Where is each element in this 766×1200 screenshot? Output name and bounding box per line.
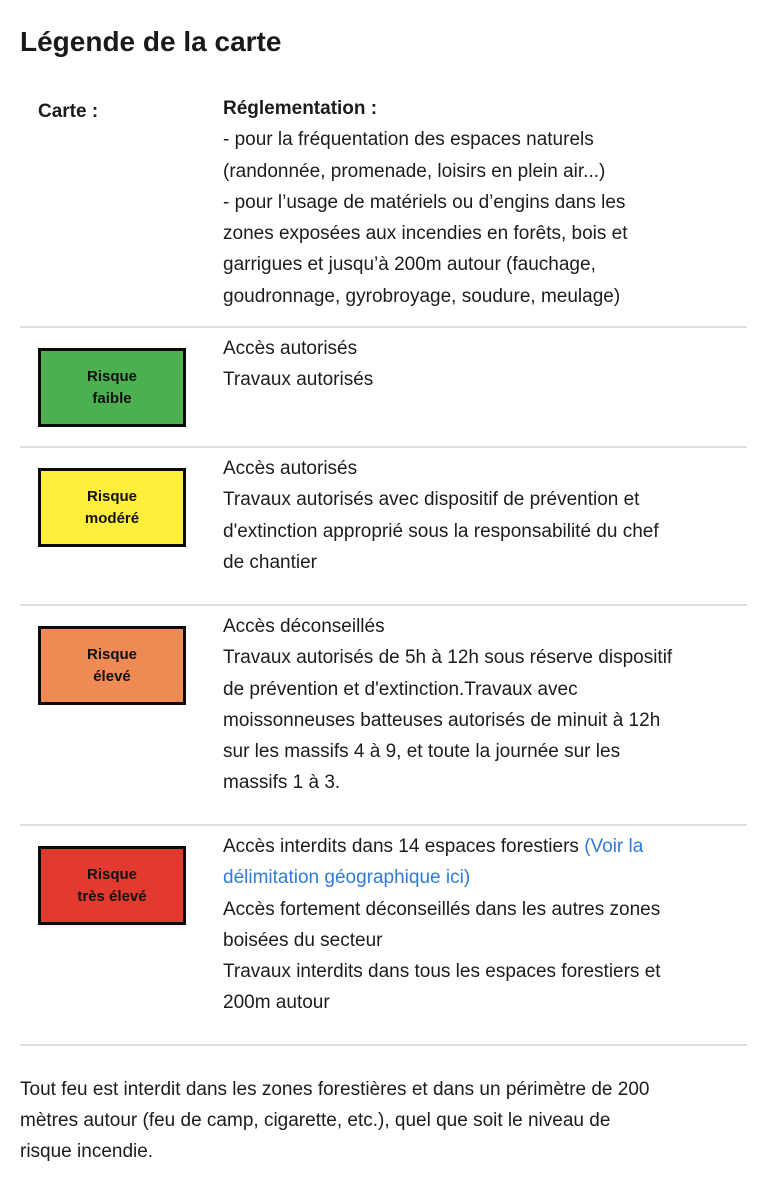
- description-line: Travaux autorisés de 5h à 12h sous réserve dispositif: [223, 647, 673, 669]
- legend-row-risque-modere: [20, 448, 747, 606]
- description-line: moissonneuses batteuses autorisés de minuit à 12h: [223, 709, 661, 731]
- description-line: [223, 862, 747, 893]
- legend-row-risque-eleve: [20, 606, 747, 826]
- badge-label: Risque: [86, 645, 137, 663]
- risk-description-modere: [223, 453, 747, 578]
- risk-badge-eleve: [38, 626, 186, 705]
- risk-badge-modere: [38, 468, 186, 547]
- description-line: Accès déconseillés: [223, 616, 385, 637]
- legend-row-risque-tres-eleve: [20, 826, 747, 1046]
- notice-line: risque incendie.: [20, 1141, 154, 1162]
- description-line: d'extinction approprié sous la responsabilité du chef: [223, 520, 659, 542]
- badge-label: faible: [92, 389, 132, 407]
- geographic-delimitation-link-continued[interactable]: délimitation géographique ici): [223, 867, 471, 889]
- reglementation-line: - pour l’usage de matériels ou d’engins dans les: [223, 191, 626, 213]
- reglementation-line: - pour la fréquentation des espaces naturels: [223, 129, 594, 151]
- column-header-carte: Carte :: [38, 101, 99, 122]
- risk-badge-faible: [38, 348, 186, 427]
- description-line: boisées du secteur: [223, 929, 383, 951]
- badge-label: Risque: [86, 367, 137, 385]
- reglementation-line: (randonnée, promenade, loisirs en plein air...): [223, 160, 606, 182]
- fire-ban-notice: [20, 1074, 740, 1167]
- legend-row-risque-faible: [20, 328, 747, 448]
- badge-label: Risque: [86, 487, 137, 505]
- reglementation-line: goudronnage, gyrobroyage, soudure, meulage): [223, 285, 621, 307]
- reglementation-heading: Réglementation :: [223, 98, 378, 119]
- description-line: [223, 831, 747, 862]
- badge-label: Risque: [86, 865, 137, 883]
- geographic-delimitation-link[interactable]: (Voir la: [584, 836, 644, 857]
- notice-line: mètres autour (feu de camp, cigarette, etc.), quel que soit le niveau de: [20, 1110, 611, 1131]
- description-line: de chantier: [223, 551, 318, 573]
- badge-label: modéré: [84, 509, 140, 527]
- description-line: massifs 1 à 3.: [223, 772, 341, 794]
- badge-label: élevé: [93, 667, 131, 685]
- risk-description-faible: [223, 333, 747, 396]
- description-line: Accès autorisés: [223, 338, 358, 359]
- description-line: Travaux autorisés avec dispositif de prévention et: [223, 489, 640, 511]
- description-line: Accès autorisés: [223, 458, 358, 479]
- description-line: Accès fortement déconseillés dans les autres zones: [223, 898, 661, 920]
- risk-description-eleve: [223, 611, 747, 799]
- notice-line: Tout feu est interdit dans les zones forestières et dans un périmètre de 200: [20, 1079, 650, 1100]
- description-line: Travaux interdits dans tous les espaces forestiers et: [223, 961, 661, 983]
- reglementation-line: garrigues et jusqu’à 200m autour (fauchage,: [223, 254, 596, 276]
- description-line: 200m autour: [223, 992, 330, 1014]
- reglementation-line: zones exposées aux incendies en forêts, bois et: [223, 223, 628, 245]
- description-line: Travaux autorisés: [223, 369, 374, 391]
- risk-description-tres-eleve: [223, 831, 747, 1019]
- legend-table: [20, 88, 747, 1046]
- risk-badge-tres-eleve: [38, 846, 186, 925]
- description-text: Accès interdits dans 14 espaces forestiers: [223, 836, 579, 857]
- description-line: de prévention et d'extinction.Travaux avec: [223, 678, 578, 700]
- badge-label: très élevé: [77, 887, 147, 905]
- legend-header-row: [20, 88, 747, 328]
- description-line: sur les massifs 4 à 9, et toute la journée sur les: [223, 741, 621, 763]
- column-header-reglementation: [223, 93, 747, 312]
- page-title: Légende de la carte: [20, 26, 282, 57]
